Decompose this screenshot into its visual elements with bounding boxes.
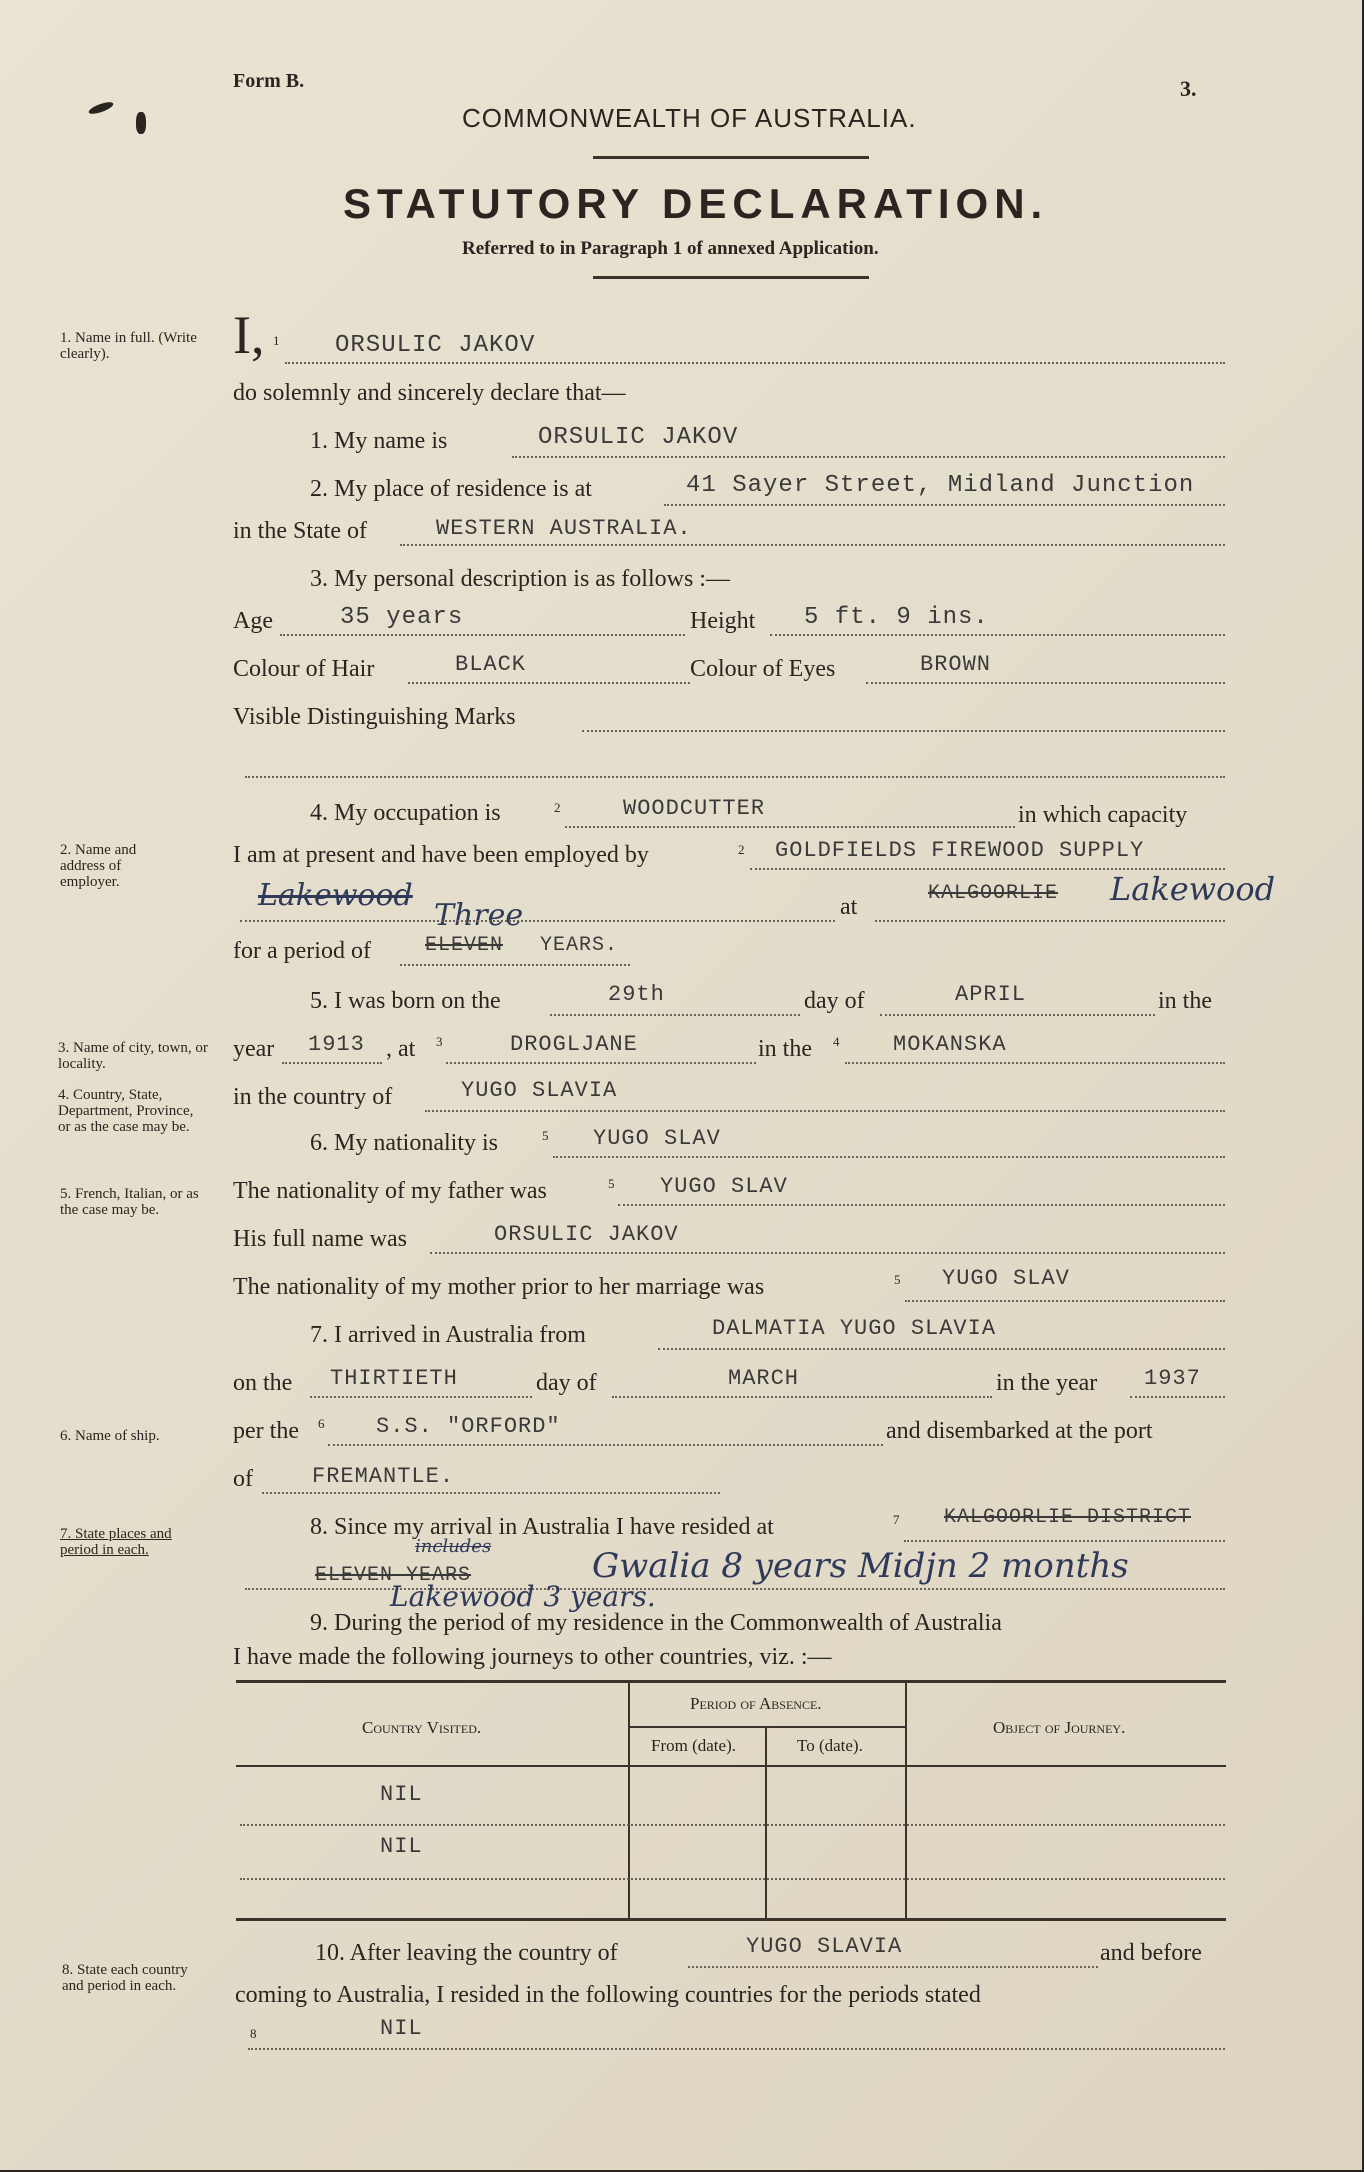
ship-line <box>328 1444 883 1446</box>
item8-sup: 7 <box>893 1512 900 1527</box>
resided-struck-1: KALGOORLIE DISTRICT <box>944 1506 1192 1529</box>
solemn-declaration: do solemnly and sincerely declare that— <box>233 380 626 406</box>
height-label: Height <box>690 608 756 634</box>
col-country: Country Visited. <box>362 1718 482 1737</box>
item10-sup: 8 <box>250 2026 257 2041</box>
eyes-line <box>866 682 1225 684</box>
page-number: 3. <box>1180 76 1197 101</box>
form-label: Form B. <box>233 70 305 92</box>
item3-label: 3. My personal description is as follows :— <box>310 566 730 592</box>
employer-line-2 <box>240 920 835 922</box>
employer-place-line <box>875 920 1225 922</box>
resided-line <box>904 1540 1225 1542</box>
employer-hand-struck: Lakewood <box>258 878 413 913</box>
table-period-rule <box>630 1726 905 1728</box>
document-subtitle: Referred to in Paragraph 1 of annexed Application. <box>462 238 879 259</box>
hair-value: BLACK <box>455 652 527 677</box>
commonwealth-heading: COMMONWEALTH OF AUSTRALIA. <box>462 103 917 133</box>
port: FREMANTLE. <box>312 1464 455 1489</box>
fullname-label: His full name was <box>233 1226 407 1252</box>
item10-line2: coming to Australia, I resided in the following countries for the periods stated <box>235 1982 981 2008</box>
arr-day: THIRTIETH <box>330 1366 458 1391</box>
col-to: To (date). <box>797 1736 863 1755</box>
inthe2-sup: 4 <box>833 1034 840 1049</box>
employed-sup: 2 <box>738 842 745 857</box>
arr-month-line <box>612 1396 992 1398</box>
employed-label: I am at present and have been employed by <box>233 842 649 868</box>
item4-tail: in which capacity <box>1018 802 1188 828</box>
table-bottom-rule <box>236 1918 1226 1921</box>
item4-sup: 2 <box>554 800 561 815</box>
item10-country: YUGO SLAVIA <box>746 1934 903 1959</box>
arrived-from: DALMATIA YUGO SLAVIA <box>712 1316 997 1341</box>
employer-value: GOLDFIELDS FIREWOOD SUPPLY <box>775 838 1145 863</box>
item7-label: 7. I arrived in Australia from <box>310 1322 586 1348</box>
item9-label: 9. During the period of my residence in the Commonwealth of Australia <box>310 1610 1002 1636</box>
eyes-label: Colour of Eyes <box>690 656 836 682</box>
resided-hand-small: includes <box>415 1536 492 1557</box>
header-rule-top <box>593 156 869 159</box>
period-line <box>400 964 630 966</box>
born-month: APRIL <box>955 982 1027 1007</box>
item1-value: ORSULIC JAKOV <box>538 424 739 451</box>
year-label: year <box>233 1036 275 1062</box>
mother-nat: YUGO SLAV <box>942 1266 1070 1291</box>
intro-letter: I, <box>233 305 265 365</box>
father-label: The nationality of my father was <box>233 1178 547 1204</box>
header-rule-bottom <box>593 276 869 279</box>
intro-sup: 1 <box>273 333 280 348</box>
marks-label: Visible Distinguishing Marks <box>233 704 516 730</box>
born-place: DROGLJANE <box>510 1032 638 1057</box>
born-month-line <box>880 1014 1155 1016</box>
height-value: 5 ft. 9 ins. <box>804 604 989 631</box>
born-year-line <box>282 1062 382 1064</box>
disembarked-label: and disembarked at the port <box>886 1418 1153 1444</box>
dayof-label: day of <box>804 988 865 1014</box>
marks-line-2 <box>245 776 1225 778</box>
marks-line <box>582 730 1225 732</box>
period-value: YEARS. <box>540 934 619 957</box>
item10-country-line <box>688 1966 1098 1968</box>
item4-value: WOODCUTTER <box>623 796 766 821</box>
item6-sup: 5 <box>542 1128 549 1143</box>
nationality-line <box>553 1156 1225 1158</box>
margin-note-4: 4. Country, State, Department, Province, or as the case may be. <box>58 1087 194 1135</box>
inthe2-label: in the <box>758 1036 812 1062</box>
margin-note-6: 6. Name of ship. <box>60 1428 160 1444</box>
table-row-1-country: NIL <box>380 1782 423 1807</box>
inthe-label: in the <box>1158 988 1212 1014</box>
period-struck: ELEVEN <box>425 934 504 957</box>
table-row-1-line <box>240 1824 1225 1826</box>
father-name-line <box>430 1252 1225 1254</box>
margin-note-1: 1. Name in full. (Write clearly). <box>60 330 197 362</box>
table-header-rule <box>236 1765 1226 1767</box>
ship: S.S. "ORFORD" <box>376 1414 561 1439</box>
table-row-2-line <box>240 1878 1225 1880</box>
inyear-label: in the year <box>996 1370 1098 1396</box>
item5-label: 5. I was born on the <box>310 988 501 1014</box>
born-day-line <box>550 1014 800 1016</box>
item1-line <box>512 456 1225 458</box>
born-day: 29th <box>608 982 665 1007</box>
born-region-line <box>845 1062 1225 1064</box>
per-sup: 6 <box>318 1416 325 1431</box>
item8-label: 8. Since my arrival in Australia I have resided at <box>310 1514 774 1540</box>
height-line <box>770 634 1225 636</box>
item10-tail: and before <box>1100 1940 1202 1966</box>
dayof2-label: day of <box>536 1370 597 1396</box>
margin-note-2: 2. Name and address of employer. <box>60 842 137 890</box>
of-label: of <box>233 1466 253 1492</box>
item10-label: 10. After leaving the country of <box>315 1940 618 1966</box>
col-from: From (date). <box>651 1736 736 1755</box>
table-vline-1 <box>628 1682 630 1919</box>
per-label: per the <box>233 1418 299 1444</box>
item4-line <box>565 826 1015 828</box>
born-country: YUGO SLAVIA <box>461 1078 618 1103</box>
name-line <box>285 362 1225 364</box>
col-period: Period of Absence. <box>690 1694 822 1713</box>
mother-sup: 5 <box>894 1272 901 1287</box>
item10-value: NIL <box>380 2016 423 2041</box>
onthe-label: on the <box>233 1370 293 1396</box>
port-line <box>262 1492 720 1494</box>
resided-struck-2: ELEVEN YEARS <box>315 1564 472 1587</box>
arr-day-line <box>310 1396 532 1398</box>
item2-value: 41 Sayer Street, Midland Junction <box>686 472 1195 499</box>
father-nat: YUGO SLAV <box>660 1174 788 1199</box>
state-value: WESTERN AUSTRALIA. <box>436 516 692 541</box>
arr-year-line <box>1130 1396 1225 1398</box>
margin-note-3: 3. Name of city, town, or locality. <box>58 1040 208 1072</box>
mother-label: The nationality of my mother prior to her marriage was <box>233 1274 765 1300</box>
father-line <box>618 1204 1225 1206</box>
mother-line <box>905 1300 1225 1302</box>
arrived-from-line <box>658 1348 1225 1350</box>
arr-year: 1937 <box>1144 1366 1201 1391</box>
hair-label: Colour of Hair <box>233 656 375 682</box>
state-line <box>400 544 1225 546</box>
item9-label-2: I have made the following journeys to other countries, viz. :— <box>233 1644 832 1670</box>
margin-note-5: 5. French, Italian, or as the case may be. <box>60 1186 199 1218</box>
col-object: Object of Journey. <box>993 1718 1126 1737</box>
born-region: MOKANSKA <box>893 1032 1007 1057</box>
item6-label: 6. My nationality is <box>310 1130 498 1156</box>
age-value: 35 years <box>340 604 464 631</box>
item4-label: 4. My occupation is <box>310 800 501 826</box>
age-label: Age <box>233 608 273 634</box>
state-label: in the State of <box>233 518 367 544</box>
margin-note-8: 8. State each country and period in each. <box>62 1962 188 1994</box>
item2-line <box>664 504 1225 506</box>
employer-hand-duration: Three <box>434 898 524 933</box>
eyes-value: BROWN <box>920 652 992 677</box>
table-top-rule <box>236 1680 1226 1683</box>
hair-line <box>408 682 690 684</box>
father-name: ORSULIC JAKOV <box>494 1222 679 1247</box>
resided-hand-2: Lakewood 3 years. <box>390 1580 656 1613</box>
at-label: at <box>840 894 858 920</box>
item10-line <box>248 2048 1225 2050</box>
born-country-line <box>425 1110 1225 1112</box>
born-place-line <box>446 1062 756 1064</box>
declarant-name: ORSULIC JAKOV <box>335 332 536 359</box>
item1-label: 1. My name is <box>310 428 448 454</box>
father-sup: 5 <box>608 1176 615 1191</box>
ink-mark <box>136 112 146 134</box>
margin-note-7: 7. State places and period in each. <box>60 1526 172 1558</box>
employer-place-struck: KALGOORLIE <box>928 882 1059 905</box>
country-label: in the country of <box>233 1084 393 1110</box>
table-row-2-country: NIL <box>380 1834 423 1859</box>
at-sup: 3 <box>436 1034 443 1049</box>
resided-hand-1: Gwalia 8 years Midjn 2 months <box>592 1546 1129 1586</box>
period-label: for a period of <box>233 938 371 964</box>
at-sup-label: , at <box>386 1036 416 1062</box>
age-line <box>280 634 685 636</box>
employer-place-hand: Lakewood <box>1110 870 1276 908</box>
table-vline-3 <box>905 1682 907 1919</box>
nationality: YUGO SLAV <box>593 1126 721 1151</box>
born-year: 1913 <box>308 1032 365 1057</box>
document-title: STATUTORY DECLARATION. <box>343 180 1049 227</box>
item2-label: 2. My place of residence is at <box>310 476 592 502</box>
arr-month: MARCH <box>728 1366 800 1391</box>
